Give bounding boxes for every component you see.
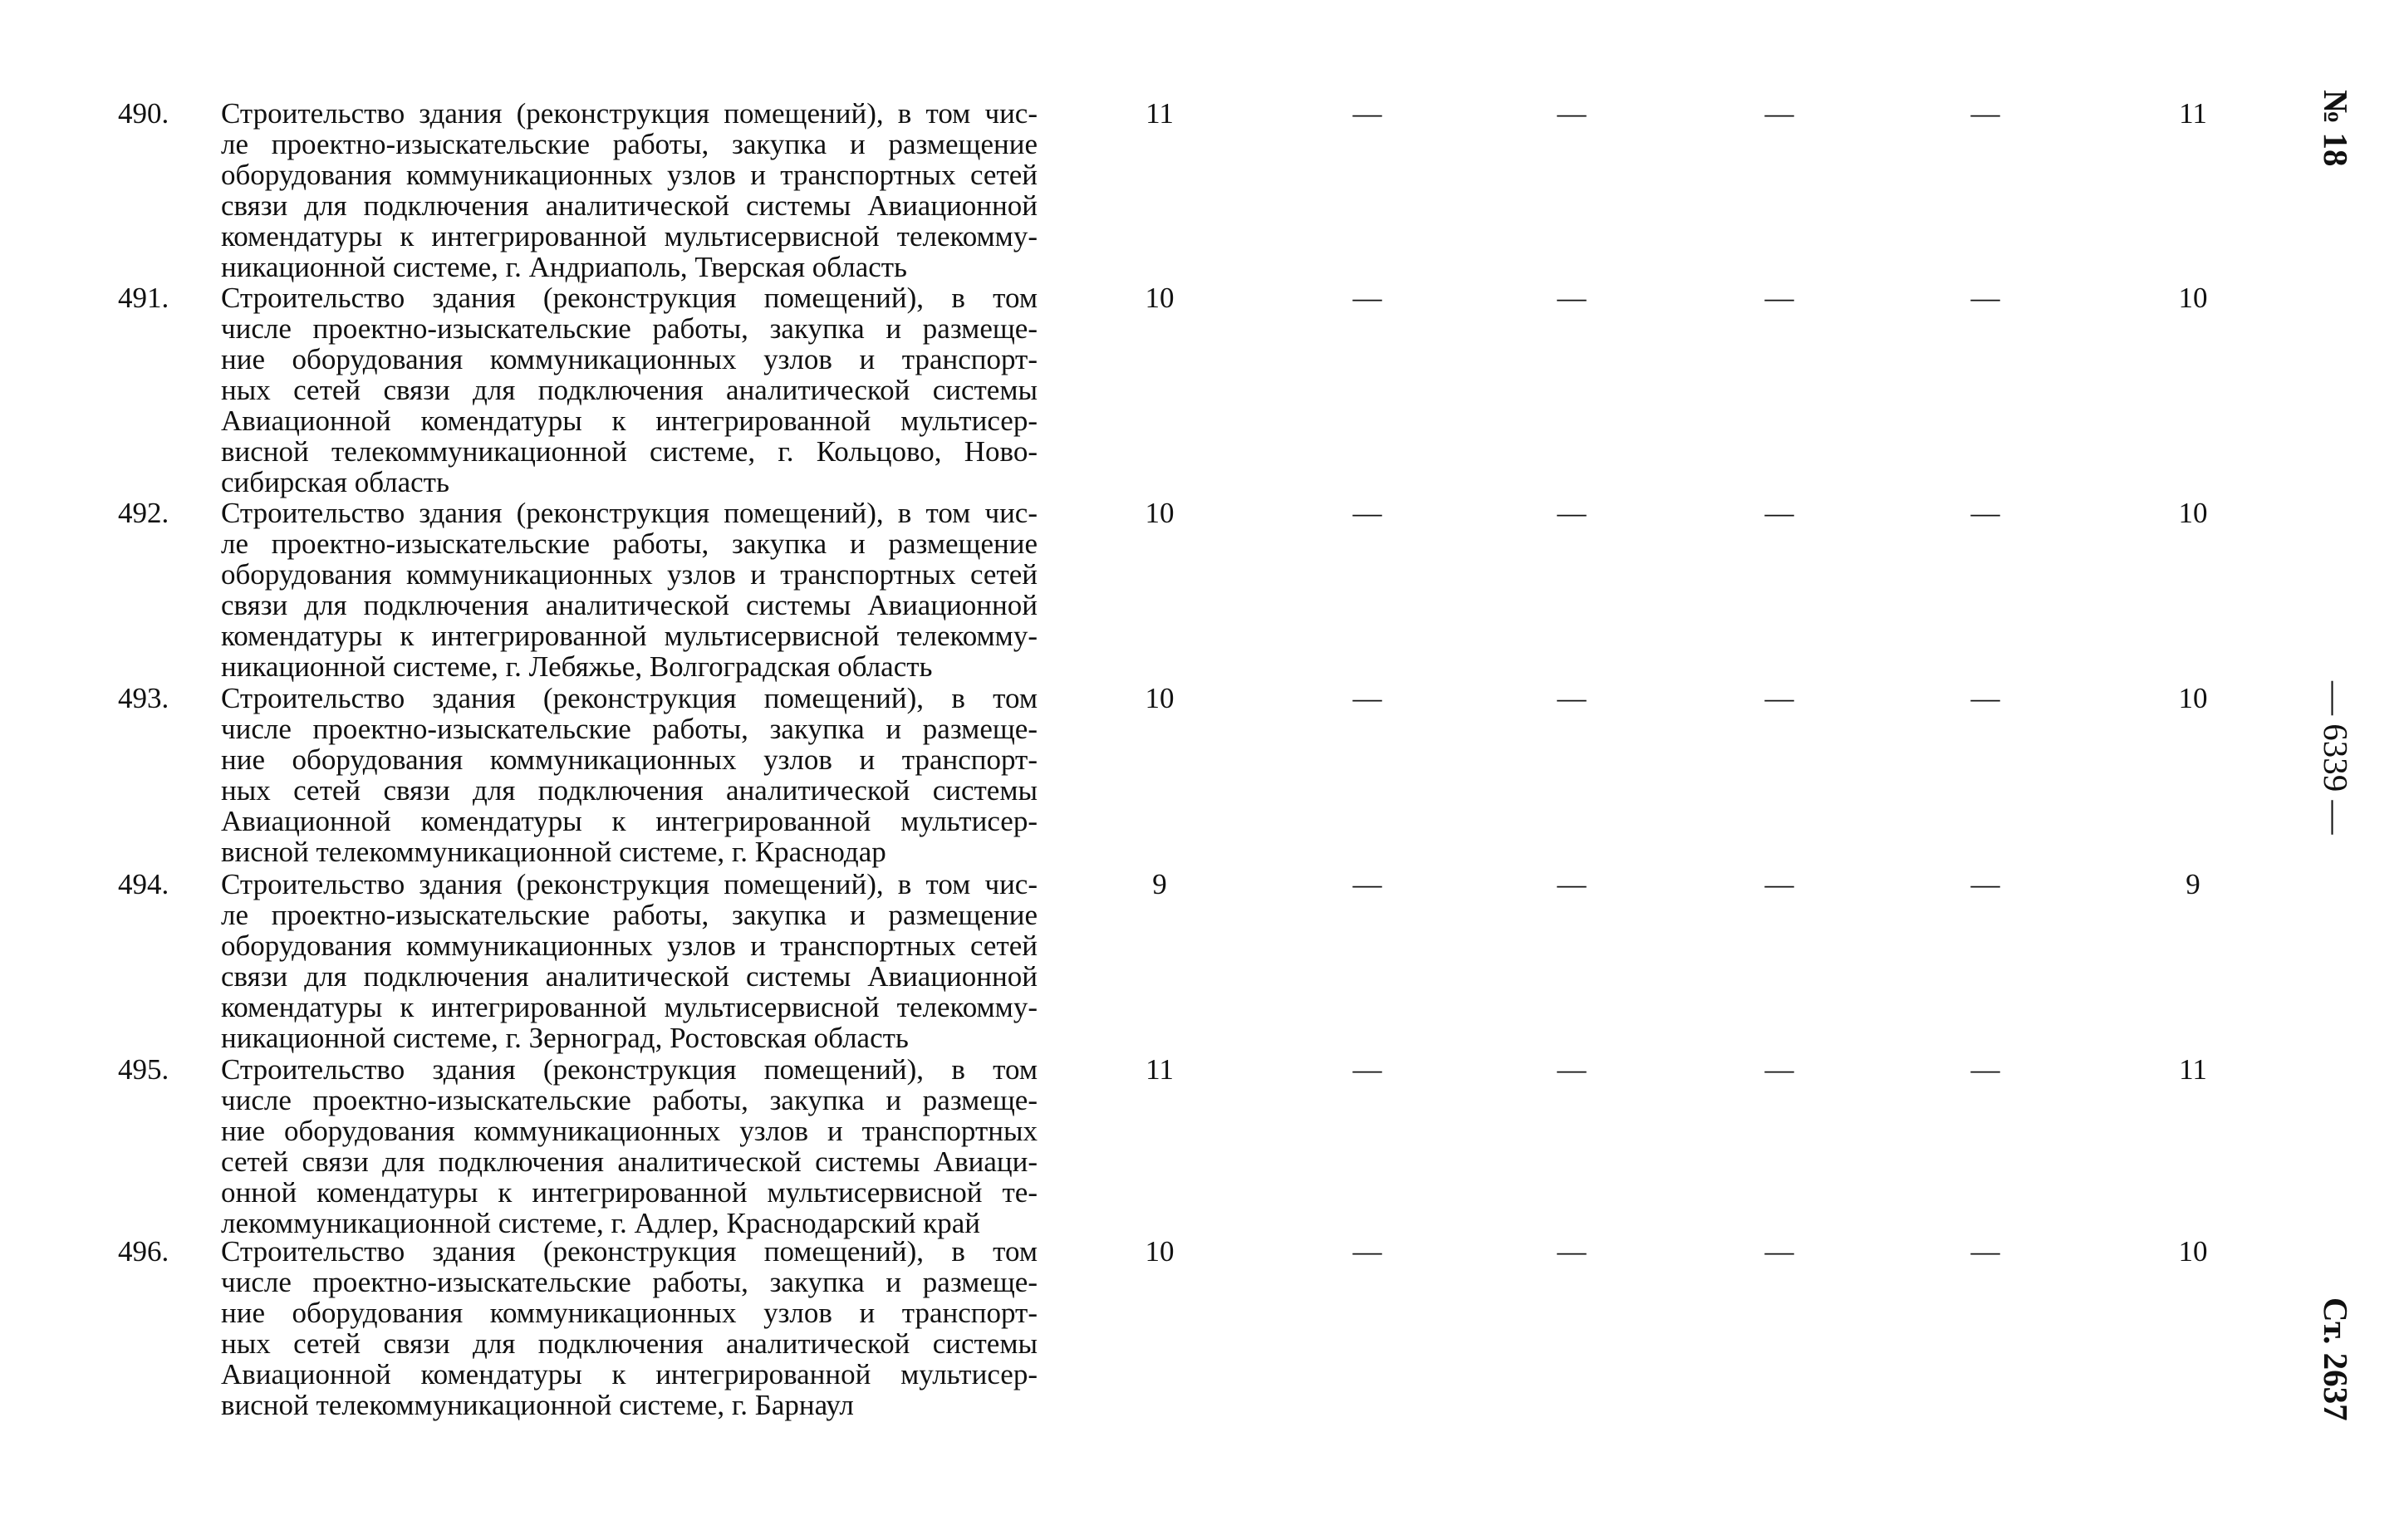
- row-description: [221, 869, 1038, 1053]
- value-cell-5: —: [1970, 282, 2000, 314]
- description-line: связи для подключения аналитической системы Авиационной: [221, 589, 1038, 621]
- value-cell-1: 10: [1145, 497, 1175, 529]
- description-line: ле проектно-изыскательские работы, закупка и размещение: [221, 128, 1038, 160]
- value-cell-1: 10: [1145, 682, 1175, 714]
- value-cell-2: —: [1352, 1053, 1382, 1086]
- description-line: ние оборудования коммуникационных узлов и транспорт-: [221, 343, 1038, 375]
- value-cell-total: 11: [2179, 97, 2207, 130]
- row-description: [221, 98, 1038, 282]
- value-cell-3: —: [1557, 282, 1587, 314]
- description-line: Строительство здания (реконструкция помещений), в том: [221, 1235, 1038, 1268]
- description-line: сетей связи для подключения аналитической системы Авиаци-: [221, 1145, 1038, 1178]
- description-line: висной телекоммуникационной системе, г. Краснодар: [221, 836, 886, 868]
- row-number: 491.: [118, 282, 169, 314]
- value-cell-total: 10: [2178, 1235, 2208, 1268]
- description-line: связи для подключения аналитической системы Авиационной: [221, 189, 1038, 222]
- row-number: 490.: [118, 97, 169, 130]
- description-line: Строительство здания (реконструкция помещений), в том чис-: [221, 497, 1038, 529]
- page-number-label: — 6339 —: [2317, 681, 2355, 835]
- description-line: Строительство здания (реконструкция помещений), в том: [221, 1053, 1038, 1086]
- row-description: [221, 1054, 1038, 1238]
- description-line: ных сетей связи для подключения аналитической системы: [221, 374, 1038, 406]
- description-line: ле проектно-изыскательские работы, закупка и размещение: [221, 527, 1038, 560]
- value-cell-2: —: [1352, 282, 1382, 314]
- row-number: 493.: [118, 682, 169, 714]
- description-line: комендатуры к интегрированной мультисервисной телекомму-: [221, 220, 1038, 253]
- description-line: ние оборудования коммуникационных узлов и транспорт-: [221, 1297, 1038, 1329]
- value-cell-3: —: [1557, 497, 1587, 529]
- description-line: Авиационной комендатуры к интегрированной мультисер-: [221, 405, 1038, 437]
- row-number: 494.: [118, 868, 169, 900]
- description-line: Авиационной комендатуры к интегрированной мультисер-: [221, 805, 1038, 837]
- description-line: Строительство здания (реконструкция помещений), в том чис-: [221, 97, 1038, 130]
- description-line: числе проектно-изыскательские работы, закупка и размеще-: [221, 713, 1038, 745]
- row-number: 496.: [118, 1235, 169, 1268]
- value-cell-total: 10: [2178, 682, 2208, 714]
- value-cell-1: 10: [1145, 282, 1175, 314]
- description-line: сибирская область: [221, 466, 449, 498]
- value-cell-4: —: [1764, 682, 1794, 714]
- row-description: [221, 1236, 1038, 1420]
- description-line: висной телекоммуникационной системе, г. Кольцово, Ново-: [221, 435, 1038, 468]
- description-line: никационной системе, г. Андриаполь, Тверская область: [221, 251, 908, 283]
- description-line: ле проектно-изыскательские работы, закупка и размещение: [221, 899, 1038, 931]
- value-cell-total: 10: [2178, 497, 2208, 529]
- article-number-label: Ст. 2637: [2317, 1297, 2355, 1421]
- value-cell-4: —: [1764, 282, 1794, 314]
- value-cell-5: —: [1970, 868, 2000, 900]
- value-cell-5: —: [1970, 1053, 2000, 1086]
- description-line: числе проектно-изыскательские работы, закупка и размеще-: [221, 1266, 1038, 1298]
- value-cell-5: —: [1970, 97, 2000, 130]
- description-line: никационной системе, г. Зерноград, Ростовская область: [221, 1022, 909, 1054]
- value-cell-2: —: [1352, 1235, 1382, 1268]
- value-cell-4: —: [1764, 868, 1794, 900]
- value-cell-1: 11: [1146, 97, 1174, 130]
- description-line: онной комендатуры к интегрированной мультисервисной те-: [221, 1176, 1038, 1209]
- description-line: ние оборудования коммуникационных узлов и транспорт-: [221, 743, 1038, 776]
- value-cell-4: —: [1764, 1235, 1794, 1268]
- value-cell-5: —: [1970, 682, 2000, 714]
- description-line: Строительство здания (реконструкция помещений), в том: [221, 682, 1038, 714]
- value-cell-total: 9: [2186, 868, 2200, 900]
- value-cell-3: —: [1557, 868, 1587, 900]
- value-cell-3: —: [1557, 97, 1587, 130]
- description-line: оборудования коммуникационных узлов и транспортных сетей: [221, 929, 1038, 962]
- row-description: [221, 282, 1038, 498]
- description-line: Строительство здания (реконструкция помещений), в том: [221, 282, 1038, 314]
- value-cell-2: —: [1352, 682, 1382, 714]
- description-line: ных сетей связи для подключения аналитической системы: [221, 1327, 1038, 1360]
- description-line: Строительство здания (реконструкция помещений), в том чис-: [221, 868, 1038, 900]
- value-cell-total: 10: [2178, 282, 2208, 314]
- value-cell-1: 11: [1146, 1053, 1174, 1086]
- issue-number-label: № 18: [2317, 90, 2355, 167]
- value-cell-2: —: [1352, 497, 1382, 529]
- value-cell-3: —: [1557, 682, 1587, 714]
- description-line: ных сетей связи для подключения аналитической системы: [221, 774, 1038, 807]
- value-cell-4: —: [1764, 97, 1794, 130]
- row-description: [221, 683, 1038, 867]
- description-line: Авиационной комендатуры к интегрированной мультисер-: [221, 1358, 1038, 1390]
- value-cell-4: —: [1764, 1053, 1794, 1086]
- description-line: связи для подключения аналитической системы Авиационной: [221, 960, 1038, 993]
- description-line: комендатуры к интегрированной мультисервисной телекомму-: [221, 991, 1038, 1023]
- value-cell-2: —: [1352, 868, 1382, 900]
- value-cell-5: —: [1970, 497, 2000, 529]
- value-cell-5: —: [1970, 1235, 2000, 1268]
- row-description: [221, 498, 1038, 682]
- description-line: оборудования коммуникационных узлов и транспортных сетей: [221, 159, 1038, 191]
- description-line: оборудования коммуникационных узлов и транспортных сетей: [221, 558, 1038, 591]
- value-cell-3: —: [1557, 1053, 1587, 1086]
- description-line: числе проектно-изыскательские работы, закупка и размеще-: [221, 1084, 1038, 1116]
- value-cell-3: —: [1557, 1235, 1587, 1268]
- value-cell-1: 10: [1145, 1235, 1175, 1268]
- value-cell-1: 9: [1152, 868, 1167, 900]
- description-line: комендатуры к интегрированной мультисервисной телекомму-: [221, 620, 1038, 652]
- description-line: висной телекоммуникационной системе, г. Барнаул: [221, 1389, 854, 1421]
- row-number: 495.: [118, 1053, 169, 1086]
- description-line: никационной системе, г. Лебяжье, Волгоградская область: [221, 650, 933, 683]
- value-cell-total: 11: [2179, 1053, 2207, 1086]
- value-cell-2: —: [1352, 97, 1382, 130]
- value-cell-4: —: [1764, 497, 1794, 529]
- description-line: лекоммуникационной системе, г. Адлер, Краснодарский край: [221, 1207, 981, 1239]
- description-line: числе проектно-изыскательские работы, закупка и размеще-: [221, 312, 1038, 345]
- description-line: ние оборудования коммуникационных узлов и транспортных: [221, 1115, 1038, 1147]
- row-number: 492.: [118, 497, 169, 529]
